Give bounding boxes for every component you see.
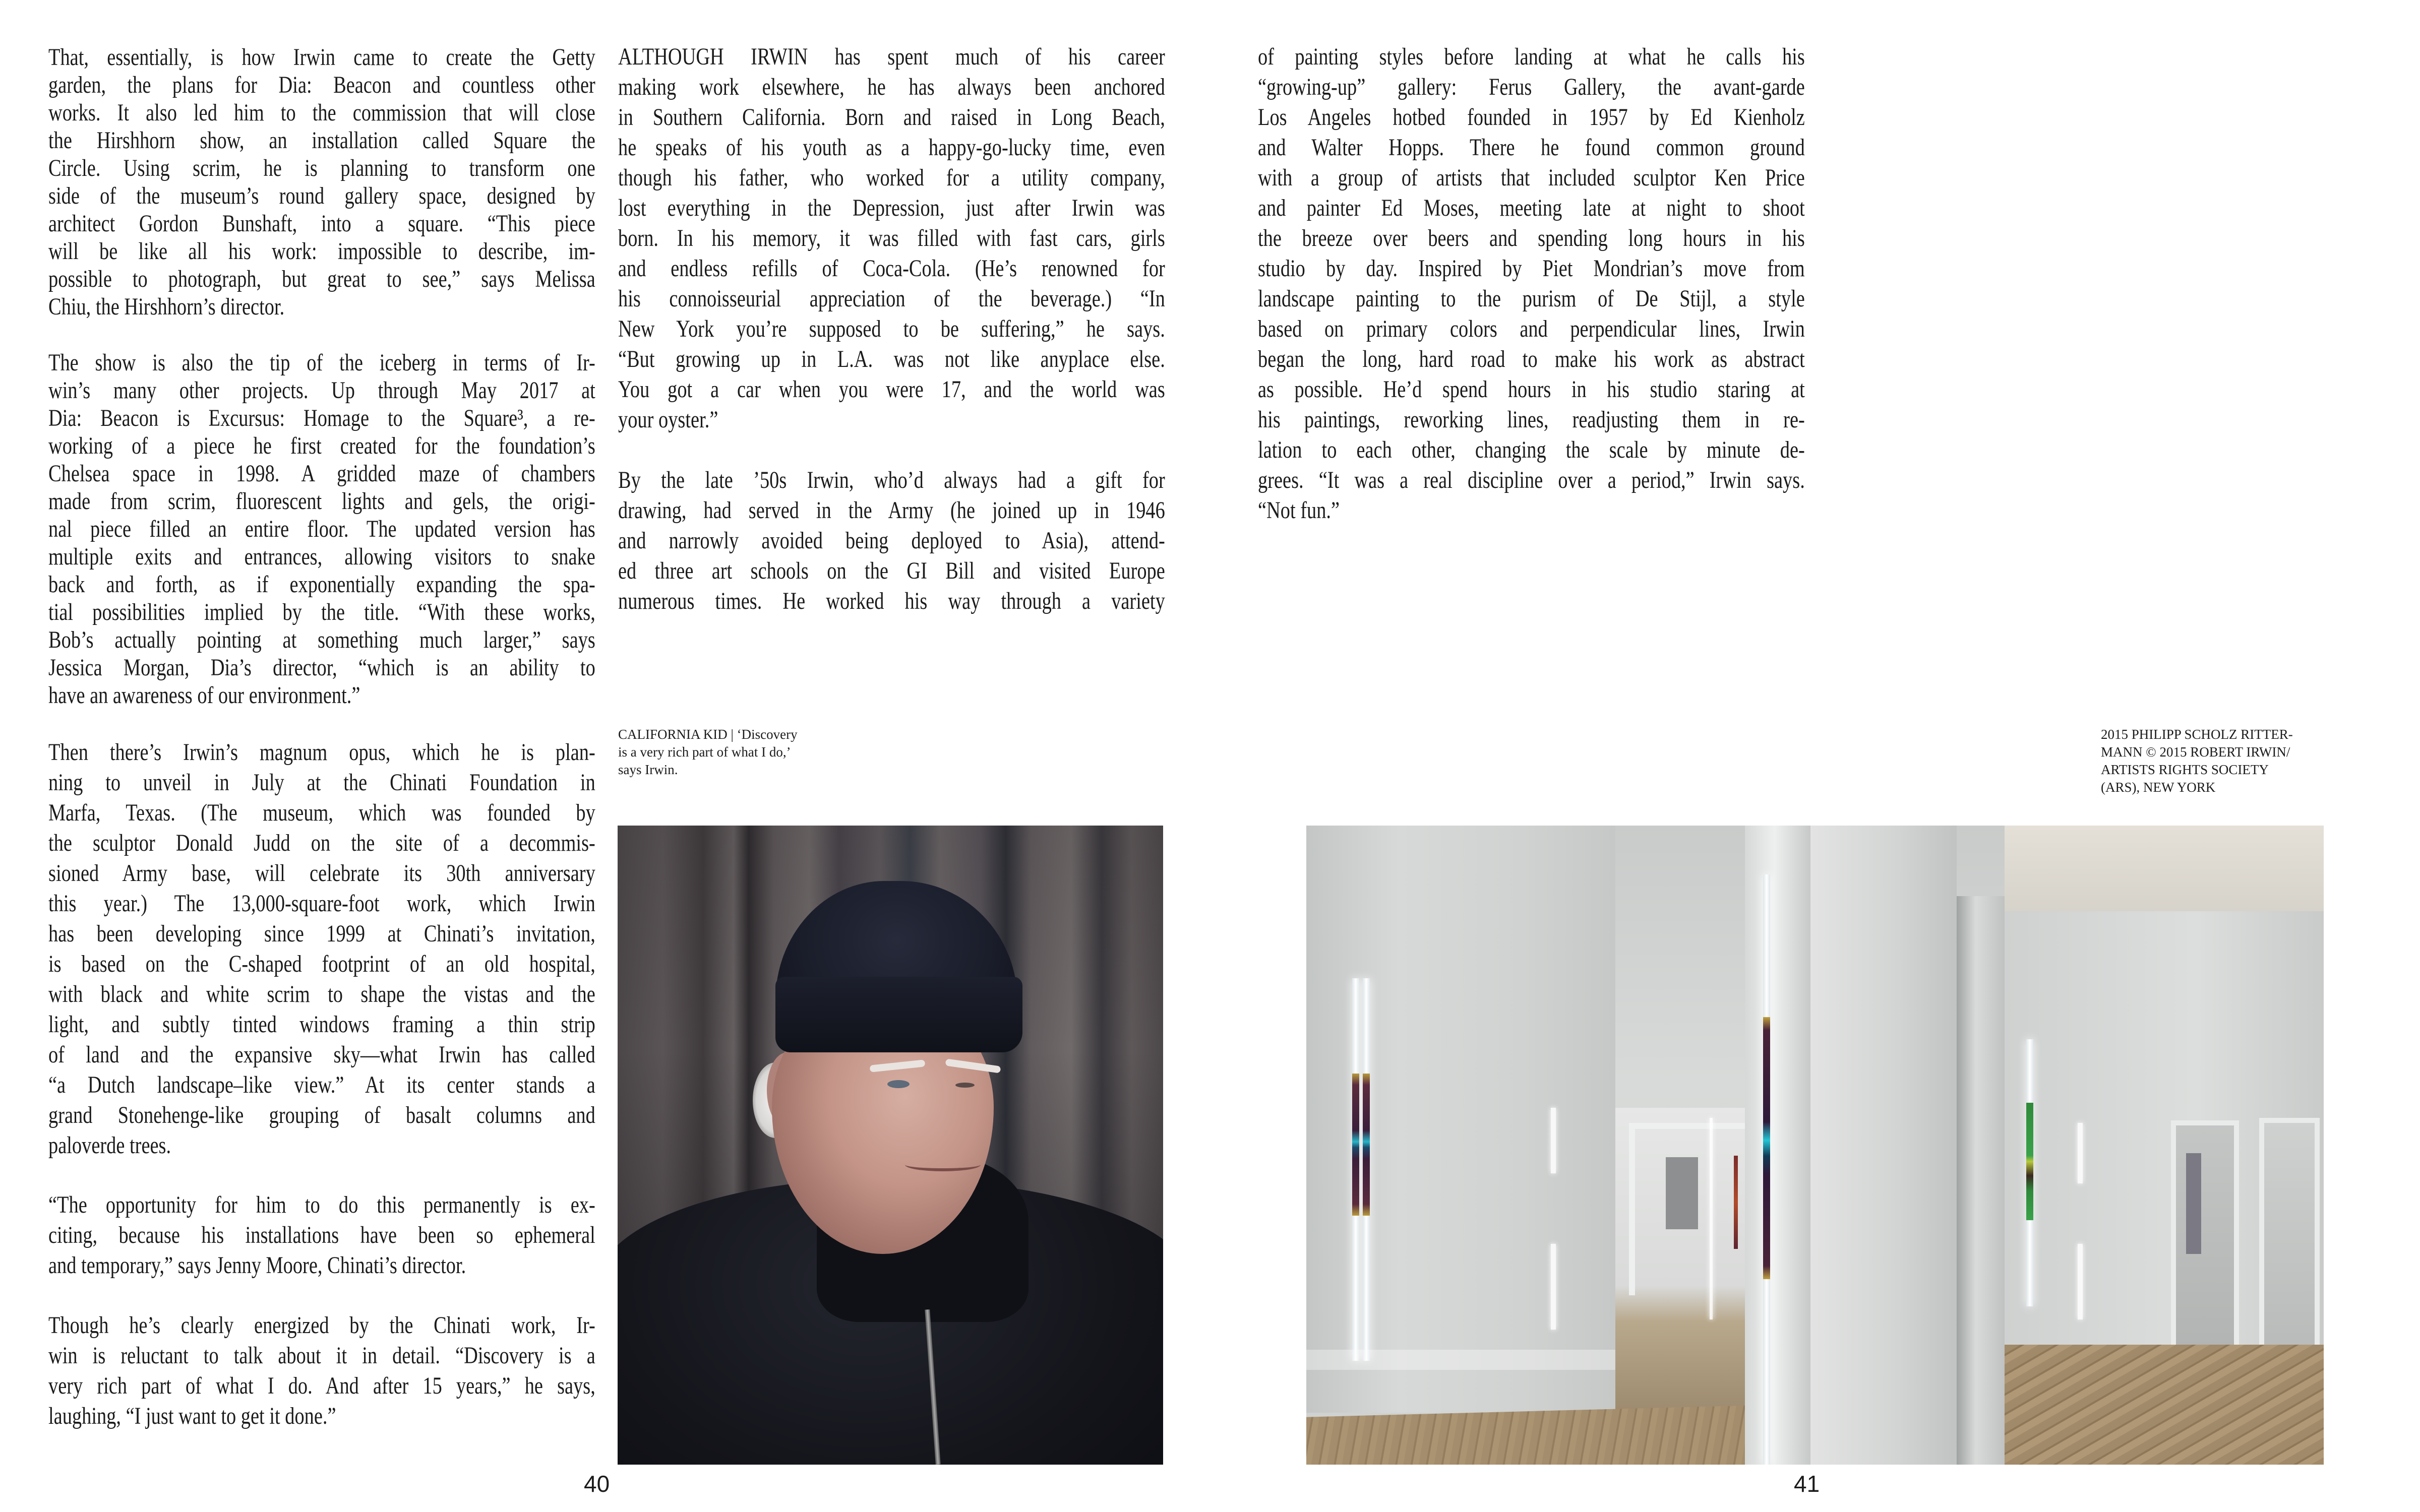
- text-line: working of a piece he first created for the foundation’s: [48, 432, 595, 459]
- text-line: Though he’s clearly energized by the Chinati work, Ir-: [48, 1312, 595, 1339]
- colored-gel: [1363, 1074, 1370, 1216]
- paragraph: [1258, 42, 1805, 526]
- text-line: possible to photograph, but great to see,” says Melissa: [48, 266, 595, 292]
- text-line: That, essentially, is how Irwin came to create the Getty: [48, 44, 595, 71]
- text-line: based on primary colors and perpendicular lines, Irwin: [1258, 316, 1805, 342]
- light-reflection: [2078, 1244, 2083, 1319]
- doorway: [2259, 1118, 2320, 1350]
- doorway: [2186, 1153, 2201, 1254]
- colored-gel: [1352, 1074, 1359, 1216]
- wall-edge: [1745, 826, 1810, 1465]
- text-line: has been developing since 1999 at Chinati’s invitation,: [48, 920, 595, 947]
- eye: [955, 1083, 975, 1088]
- text-line: making work elsewhere, he has always been anchored: [618, 74, 1165, 100]
- credit-line: (ARS), NEW YORK: [2101, 780, 2216, 795]
- text-line: very rich part of what I do. And after 15 years,” he says,: [48, 1372, 595, 1399]
- text-line: lost everything in the Depression, just after Irwin was: [618, 195, 1165, 221]
- light-reflection: [1306, 1350, 1615, 1370]
- text-line: and temporary,” says Jenny Moore, Chinati’s director.: [48, 1252, 466, 1279]
- gallery-installation-photo: [1306, 826, 2324, 1465]
- text-line: began the long, hard road to make his work as abstract: [1258, 346, 1805, 372]
- paragraph: [48, 43, 595, 321]
- text-line: his connoisseurial appreciation of the beverage.) “In: [618, 285, 1165, 312]
- text-line: Chiu, the Hirshhorn’s director.: [48, 293, 285, 320]
- text-line: multiple exits and entrances, allowing visitors to snake: [48, 543, 595, 570]
- text-line: “But growing up in L.A. was not like anyplace else.: [618, 346, 1165, 372]
- text-line: in Southern California. Born and raised in Long Beach,: [618, 104, 1165, 131]
- text-line: The show is also the tip of the iceberg in terms of Ir-: [48, 349, 595, 376]
- wood-floor: [1306, 1405, 1762, 1465]
- text-line: of painting styles before landing at what he calls his: [1258, 43, 1805, 70]
- text-line: the Hirshhorn show, an installation called Square the: [48, 127, 595, 154]
- text-line: win is reluctant to talk about it in detail. “Discovery is a: [48, 1342, 595, 1369]
- text-line: have an awareness of our environment.”: [48, 682, 360, 709]
- caption-line: CALIFORNIA KID | ‘Discovery: [618, 727, 798, 742]
- text-line: though his father, who worked for a utility company,: [618, 164, 1165, 191]
- light-reflection: [1551, 1108, 1556, 1173]
- portrait-photo: [618, 826, 1163, 1465]
- wood-floor: [2005, 1345, 2324, 1465]
- photo-caption: [618, 726, 798, 779]
- text-line: grand Stonehenge-like grouping of basalt columns and: [48, 1102, 595, 1128]
- text-line: and endless refills of Coca-Cola. (He’s renowned for: [618, 255, 1165, 282]
- text-line: Then there’s Irwin’s magnum opus, which he is plan-: [48, 739, 595, 766]
- credit-line: ARTISTS RIGHTS SOCIETY: [2101, 762, 2269, 777]
- mouth: [905, 1158, 981, 1171]
- text-line: is based on the C-shaped footprint of an old hospital,: [48, 951, 595, 977]
- caption-line: is a very rich part of what I do,’: [618, 744, 791, 760]
- text-line: light, and subtly tinted windows framing a thin strip: [48, 1011, 595, 1038]
- door-frame: [1957, 896, 2005, 1465]
- text-line: “a Dutch landscape–like view.” At its center stands a: [48, 1072, 595, 1098]
- text-line: Chelsea space in 1998. A gridded maze of chambers: [48, 460, 595, 487]
- paragraph: [48, 1310, 595, 1431]
- text-line: win’s many other projects. Up through May 2017 at: [48, 377, 595, 404]
- text-line: By the late ’50s Irwin, who’d always had a gift for: [618, 467, 1165, 493]
- text-line: laughing, “I just want to get it done.”: [48, 1403, 336, 1429]
- credit-line: MANN © 2015 ROBERT IRWIN/: [2101, 744, 2290, 760]
- text-line: side of the museum’s round gallery space, designed by: [48, 182, 595, 209]
- text-line: and Walter Hopps. There he found common ground: [1258, 134, 1805, 161]
- text-line: ning to unveil in July at the Chinati Foundation in: [48, 769, 595, 796]
- text-line: will be like all his work: impossible to describe, im-: [48, 238, 595, 265]
- eye: [887, 1080, 910, 1088]
- text-line: Bob’s actually pointing at something much larger,” says: [48, 626, 595, 653]
- text-line: paloverde trees.: [48, 1132, 171, 1159]
- text-line: this year.) The 13,000-square-foot work, which Irwin: [48, 890, 595, 917]
- text-line: Los Angeles hotbed founded in 1957 by Ed Kienholz: [1258, 104, 1805, 131]
- text-line: nal piece filled an entire floor. The updated version has: [48, 516, 595, 542]
- text-line: tial possibilities implied by the title. “With these works,: [48, 599, 595, 625]
- doorway: [2171, 1120, 2239, 1350]
- text-line: grees. “It was a real discipline over a period,” Irwin says.: [1258, 467, 1805, 493]
- text-line: with black and white scrim to shape the vistas and the: [48, 981, 595, 1007]
- text-line: Circle. Using scrim, he is planning to transform one: [48, 155, 595, 181]
- text-line: citing, because his installations have been so ephemeral: [48, 1222, 595, 1248]
- text-line: ALTHOUGH IRWIN has spent much of his career: [618, 43, 1165, 70]
- text-line: drawing, had served in the Army (he joined up in 1946: [618, 497, 1165, 524]
- text-line: garden, the plans for Dia: Beacon and countless other: [48, 72, 595, 98]
- paragraph: [48, 737, 595, 1161]
- light-reflection: [1551, 1244, 1556, 1330]
- paragraph: [48, 1190, 595, 1281]
- text-line: studio by day. Inspired by Piet Mondrian’s move from: [1258, 255, 1805, 282]
- text-line: back and forth, as if exponentially expanding the spa-: [48, 571, 595, 598]
- light-reflection: [1710, 1118, 1713, 1319]
- beanie-cuff: [775, 977, 1022, 1052]
- scrim-wall: [1810, 826, 1957, 1465]
- text-line: with a group of artists that included sculptor Ken Price: [1258, 164, 1805, 191]
- text-line: Marfa, Texas. (The museum, which was founded by: [48, 799, 595, 826]
- text-line: the sculptor Donald Judd on the site of a decommis-: [48, 830, 595, 856]
- text-line: Jessica Morgan, Dia’s director, “which is an ability to: [48, 654, 595, 681]
- text-line: sioned Army base, will celebrate its 30th anniversary: [48, 860, 595, 887]
- colored-gel: [1763, 1017, 1770, 1279]
- paragraph: [618, 465, 1165, 616]
- photo-credit: [2101, 726, 2293, 796]
- text-line: and painter Ed Moses, meeting late at night to shoot: [1258, 195, 1805, 221]
- text-line: born. In his memory, it was filled with fast cars, girls: [618, 225, 1165, 251]
- text-line: and narrowly avoided being deployed to Asia), attend-: [618, 527, 1165, 554]
- text-line: as possible. He’d spend hours in his studio staring at: [1258, 376, 1805, 403]
- text-line: the breeze over beers and spending long hours in his: [1258, 225, 1805, 251]
- text-line: made from scrim, fluorescent lights and gels, the origi-: [48, 488, 595, 515]
- caption-line: says Irwin.: [618, 762, 678, 777]
- paragraph: [618, 42, 1165, 435]
- text-line: New York you’re supposed to be suffering,” he says.: [618, 316, 1165, 342]
- text-line: “The opportunity for him to do this permanently is ex-: [48, 1191, 595, 1218]
- text-line: lation to each other, changing the scale by minute de-: [1258, 436, 1805, 463]
- paragraph: [48, 349, 595, 709]
- page-number: 41: [1794, 1471, 1820, 1497]
- page-number: 40: [584, 1471, 610, 1497]
- colored-gel: [2026, 1103, 2033, 1220]
- text-line: “growing-up” gallery: Ferus Gallery, the avant-garde: [1258, 74, 1805, 100]
- text-line: landscape painting to the purism of De Stijl, a style: [1258, 285, 1805, 312]
- doorway: [1666, 1157, 1698, 1229]
- text-line: of land and the expansive sky—what Irwin has called: [48, 1041, 595, 1068]
- light-reflection: [2078, 1123, 2083, 1183]
- credit-line: 2015 PHILIPP SCHOLZ RITTER-: [2101, 727, 2293, 742]
- text-line: works. It also led him to the commission that will close: [48, 99, 595, 126]
- text-line: numerous times. He worked his way through a variety: [618, 588, 1165, 614]
- text-line: his paintings, reworking lines, readjusting them in re-: [1258, 406, 1805, 433]
- text-line: he speaks of his youth as a happy-go-lucky time, even: [618, 134, 1165, 161]
- colored-gel: [1734, 1156, 1738, 1249]
- text-line: ed three art schools on the GI Bill and visited Europe: [618, 557, 1165, 584]
- text-line: You got a car when you were 17, and the world was: [618, 376, 1165, 403]
- text-line: “Not fun.”: [1258, 497, 1340, 524]
- text-line: Dia: Beacon is Excursus: Homage to the Square³, a re-: [48, 405, 595, 431]
- text-line: architect Gordon Bunshaft, into a square. “This piece: [48, 210, 595, 237]
- text-line: your oyster.”: [618, 406, 718, 433]
